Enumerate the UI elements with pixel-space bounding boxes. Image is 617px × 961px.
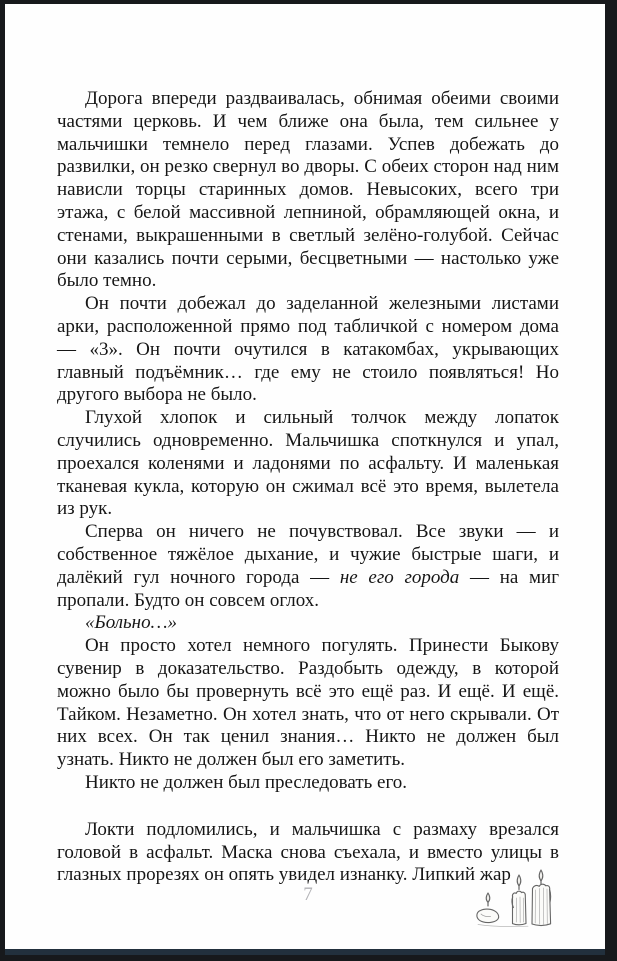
paragraph-6: Он просто хотел немного погулять. Принести Быкову сувенир в доказательство. Раздобыть одежду, в которой можно было бы провернуть всё это ещё раз. И ещё. И ещё. Тайком. Незаметно. Он хотел знать, что от него скрывали. От них всех. Он так ценил знания… Никто не должен был узнать. Никто не должен был его заметить. [57, 635, 559, 771]
paragraph-2: Он почти добежал до заделанной железными листами арки, расположенной прямо под табличкой с номером дома — «3». Он почти очутился в катакомбах, укрывающих главный подъёмник… где ему не стоило появляться! Но другого выбора не было. [57, 293, 559, 406]
paragraph-4-text-after: — на миг пропали. Будто он совсем оглох. [57, 566, 559, 611]
paragraph-3: Глухой хлопок и сильный толчок между лопаток случились одновременно. Мальчишка споткнулся и упал, проехался коленями и ладонями по асфальту. И маленькая тканевая кукла, которую он сжимал всё это время, вылетела из рук. [57, 407, 559, 520]
candles-icon [472, 868, 572, 948]
paragraph-5-quote: «Больно…» [85, 612, 177, 634]
page-bottom-edge [5, 949, 605, 955]
paragraph-4 [57, 521, 559, 612]
book-page [5, 4, 605, 955]
paragraph-7: Никто не должен был преследовать его. [85, 771, 408, 793]
text-block [57, 88, 559, 887]
paragraph-4-emphasis: не его города [339, 566, 460, 588]
paragraph-4-text: Сперва он ничего не почувствовал. Все звуки — и собственное тяжёлое дыхание, и чужие быстрые шаги, и далёкий гул ночного города — [57, 521, 559, 588]
paragraph-8: Локти подломились, и мальчишка с размаху врезался головой в асфальт. Маска снова съехала, и вместо улицы в глазных прорезях он опять увидел изнанку. Липкий жар [57, 818, 559, 886]
paragraph-1: Дорога впереди раздваивалась, обнимая обеими своими частями церковь. И чем ближе она была, тем сильнее у мальчишки темнело перед глазами. Успев добежать до развилки, он резко свернул во дворы. С обеих сторон над ним нависли торцы старинных домов. Невысоких, всего три этажа, с белой массивной лепниной, обрамляющей окна, и стенами, выкрашенными в светлый зелёно-голубой. Сейчас они казались почти серыми, бесцветными — настолько уже было темно. [57, 88, 559, 292]
page-number: 7 [303, 884, 313, 905]
